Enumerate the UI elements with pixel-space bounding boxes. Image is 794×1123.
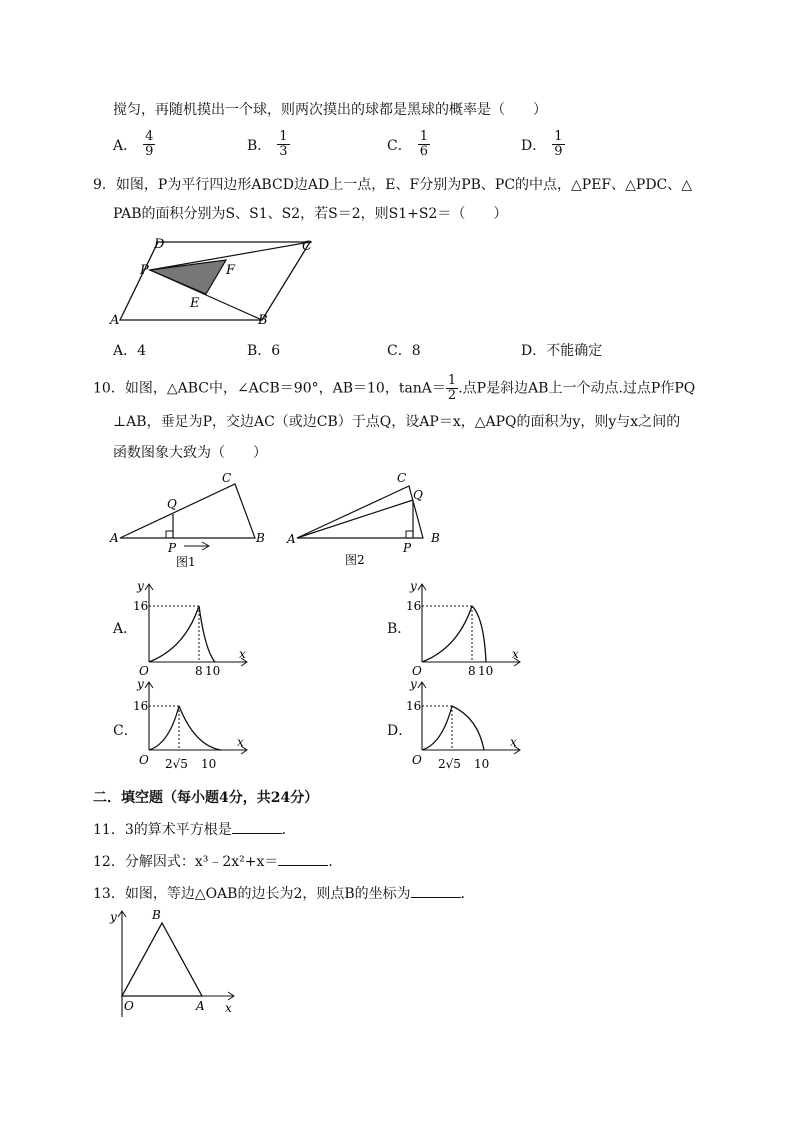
q13-label-o: O bbox=[124, 999, 134, 1013]
q8-option-d-num: 1 bbox=[554, 129, 563, 144]
q8-option-b-label: B． bbox=[247, 137, 272, 154]
q10-tan-num: 1 bbox=[447, 373, 457, 388]
fig1-label-c: C bbox=[222, 471, 232, 485]
q10-option-a-label: A． bbox=[113, 621, 138, 637]
q8-option-c-frac bbox=[418, 130, 430, 159]
graph-b-xpeak: 8 bbox=[468, 664, 476, 678]
q8-option-c bbox=[387, 130, 430, 159]
q8-option-b-frac bbox=[277, 130, 289, 159]
q8-option-d-frac bbox=[552, 130, 564, 159]
q10-option-c-label: C． bbox=[113, 723, 138, 739]
graph-b-yaxis: y bbox=[410, 579, 417, 593]
q8-option-a-num: 4 bbox=[145, 129, 154, 144]
q12-text: 12．分解因式：x³﹣2x²+x＝ bbox=[93, 854, 279, 870]
q10-line1-a: 10．如图，△ABC中，∠ACB＝90°，AB＝10，tanA＝ bbox=[93, 380, 446, 397]
q12-answer-blank[interactable] bbox=[278, 851, 328, 866]
q8-stem: 搅匀，再随机摸出一个球，则两次摸出的球都是黑球的概率是（ ） bbox=[113, 102, 547, 118]
q13-answer-blank[interactable] bbox=[411, 883, 461, 898]
q8-option-d bbox=[521, 130, 565, 159]
graph-c-origin: O bbox=[139, 753, 149, 767]
q8-option-c-label: C． bbox=[387, 137, 412, 154]
fig1-caption: 图1 bbox=[176, 555, 196, 569]
q9-option-d: D．不能确定 bbox=[521, 343, 603, 359]
q13-text: 13．如图，等边△OAB的边长为2，则点B的坐标为 bbox=[93, 886, 411, 902]
graph-a-origin: O bbox=[139, 664, 149, 678]
fig1-label-a: A bbox=[110, 531, 119, 545]
graph-d-xpeak: 2√5 bbox=[438, 757, 461, 771]
graph-c-falling-curve bbox=[179, 706, 221, 750]
q10-stem-line1 bbox=[93, 374, 695, 403]
q8-option-c-den: 6 bbox=[419, 144, 428, 159]
q8-option-d-den: 9 bbox=[554, 144, 563, 159]
graph-c-ymax: 16 bbox=[133, 699, 149, 713]
q11-answer-blank[interactable] bbox=[232, 819, 282, 834]
q9-stem-line1: 9．如图，P为平行四边形ABCD边AD上一点，E、F分别为PB、PC的中点，△PEF、△PDC、△ bbox=[93, 177, 693, 193]
fig2-label-b: B bbox=[431, 531, 440, 545]
q13-figure bbox=[108, 905, 240, 1021]
graph-c-xend: 10 bbox=[201, 757, 217, 771]
q8-option-b-num: 1 bbox=[279, 129, 288, 144]
q11-end: ． bbox=[281, 822, 296, 838]
triangle-abc-fig2 bbox=[297, 486, 423, 538]
graph-c-xpeak: 2√5 bbox=[165, 757, 188, 771]
q10-graph-d bbox=[408, 678, 523, 774]
q13-label-a: A bbox=[196, 999, 205, 1013]
q8-option-a-frac bbox=[143, 130, 155, 159]
graph-a-xpeak: 8 bbox=[195, 664, 203, 678]
graph-b-origin: O bbox=[412, 664, 422, 678]
q13-end: ． bbox=[460, 886, 475, 902]
label-e: E bbox=[190, 296, 200, 311]
q10-stem-line3: 函数图象大致为（ ） bbox=[113, 445, 267, 461]
graph-d-origin: O bbox=[412, 753, 422, 767]
graph-d-yaxis: y bbox=[410, 677, 417, 691]
q11 bbox=[93, 819, 296, 840]
q10-graph-a bbox=[133, 578, 250, 678]
q10-figure1 bbox=[110, 470, 270, 570]
q13-label-y: y bbox=[110, 910, 117, 924]
fig2-caption: 图2 bbox=[345, 553, 365, 567]
label-b: B bbox=[258, 313, 268, 328]
label-c: C bbox=[302, 239, 312, 254]
graph-a-yaxis: y bbox=[137, 579, 144, 593]
graph-b-xend: 10 bbox=[478, 664, 494, 678]
q10-graph-c bbox=[135, 678, 250, 774]
graph-b-xaxis: x bbox=[512, 647, 519, 661]
q10-figure2 bbox=[285, 466, 450, 570]
equilateral-triangle-oab bbox=[122, 923, 202, 996]
label-d: D bbox=[154, 237, 165, 252]
fig1-label-q: Q bbox=[167, 497, 177, 511]
right-angle-mark-fig2 bbox=[406, 531, 413, 538]
q10-graph-b bbox=[406, 578, 523, 678]
graph-b-ymax: 16 bbox=[406, 599, 422, 613]
fig1-label-p: P bbox=[168, 541, 177, 555]
graph-a-ymax: 16 bbox=[133, 599, 149, 613]
graph-a-xend: 10 bbox=[205, 664, 221, 678]
q10-option-b-label: B． bbox=[387, 621, 412, 637]
fig2-label-a: A bbox=[287, 532, 296, 546]
section2-title: 二．填空题（每小题4分，共24分） bbox=[93, 790, 319, 806]
q8-option-a-label: A． bbox=[113, 137, 138, 154]
graph-d-ymax: 16 bbox=[406, 699, 422, 713]
graph-a-rising-curve bbox=[149, 606, 199, 662]
graph-c-xaxis: x bbox=[237, 735, 244, 749]
q8-option-a-den: 9 bbox=[145, 144, 154, 159]
label-a: A bbox=[110, 313, 120, 328]
q10-stem-line2: ⊥AB，垂足为P，交边AC（或边CB）于点Q，设AP＝x，△APQ的面积为y，则y与x之间的 bbox=[113, 414, 681, 430]
q10-tan-frac bbox=[446, 374, 458, 403]
label-p: P bbox=[140, 263, 149, 278]
q8-option-c-num: 1 bbox=[419, 129, 428, 144]
q13 bbox=[93, 883, 475, 904]
triangle-pef-shaded bbox=[150, 260, 226, 294]
q9-option-c: C．8 bbox=[387, 343, 421, 359]
parallelogram-abcd bbox=[120, 242, 310, 320]
graph-b-rising-curve bbox=[422, 606, 472, 662]
q12 bbox=[93, 851, 342, 872]
label-f: F bbox=[226, 263, 236, 278]
graph-c-rising-curve bbox=[149, 706, 179, 750]
right-angle-mark-fig1 bbox=[166, 531, 173, 538]
q10-option-d-label: D． bbox=[387, 723, 413, 739]
segment-aq-fig2 bbox=[297, 500, 413, 538]
q12-end: ． bbox=[328, 854, 343, 870]
graph-d-xend: 10 bbox=[474, 757, 490, 771]
q9-parallelogram-figure bbox=[110, 236, 320, 328]
q9-stem-line2: PAB的面积分别为S、S1、S2，若S＝2，则S1+S2＝（ ） bbox=[113, 206, 508, 222]
graph-a-xaxis: x bbox=[239, 647, 246, 661]
fig2-label-p: P bbox=[403, 541, 412, 555]
q13-label-x: x bbox=[225, 1001, 232, 1015]
fig2-label-c: C bbox=[397, 471, 407, 485]
fig1-label-b: B bbox=[256, 531, 265, 545]
graph-c-yaxis: y bbox=[137, 677, 144, 691]
q8-option-b bbox=[247, 130, 290, 159]
graph-d-xaxis: x bbox=[510, 735, 517, 749]
q11-text: 11．3的算术平方根是 bbox=[93, 822, 232, 838]
q8-option-b-den: 3 bbox=[279, 144, 288, 159]
q9-option-b: B．6 bbox=[247, 343, 281, 359]
graph-d-falling-curve bbox=[452, 706, 484, 750]
graph-b-falling-curve bbox=[472, 606, 486, 662]
q8-option-d-label: D． bbox=[521, 137, 547, 154]
fig2-label-q: Q bbox=[413, 488, 423, 502]
q9-option-a: A．4 bbox=[113, 343, 147, 359]
q10-tan-den: 2 bbox=[447, 388, 457, 403]
triangle-abc-fig1 bbox=[120, 484, 255, 538]
q13-label-b: B bbox=[152, 908, 161, 922]
graph-a-falling-curve bbox=[199, 606, 215, 662]
q10-line1-b: .点P是斜边AB上一个动点.过点P作PQ bbox=[458, 380, 696, 397]
graph-d-rising-curve bbox=[422, 706, 452, 750]
q8-option-a bbox=[113, 130, 155, 159]
